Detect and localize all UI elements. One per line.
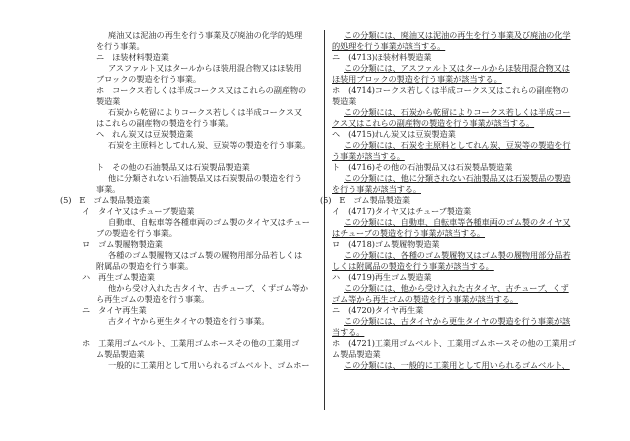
text-line: ら再生ゴムの製造を行う事業。 [96,294,210,304]
item-heading: ロ ゴム製履物製造業 [82,239,163,249]
text-line: この分類には、石炭から乾留によりコークス若しくは半成コー [344,107,571,117]
text-line: はこれらの副産物の製造を行う事業。 [96,118,234,128]
text-line: この分類には、古タイヤから更生タイヤの製造を行う事業が該 [344,316,571,326]
item-heading: ニ (4713)ほ装材料製造業 [332,52,432,62]
item-heading: ニ (4720)タイヤ再生業 [332,305,424,315]
text-line: この分類には、アスファルト又はタールからほ装用混合物又は [344,63,570,73]
item-heading: ニ ほ装材料製造業 [96,52,169,62]
text-line: この分類には、廃油又は泥油の再生を行う事業及び廃油の化学 [344,30,571,40]
text-line: を行う事業。 [96,41,145,51]
item-heading: 製造業 [332,96,357,106]
item-heading: ム製品製造業 [96,349,145,359]
item-heading: ハ 再生ゴム製造業 [82,272,155,282]
text-line: 他から受け入れた古タイヤ、古チューブ、くずゴム等か [108,283,308,293]
text-line: 廃油又は泥油の再生を行う事業及び廃油の化学的処理 [108,30,303,40]
text-line: 自動車、自転車等各種車両のゴム製のタイヤ又はチュー [108,217,310,227]
item-heading: 製造業 [96,96,121,106]
text-line: ブの製造を行う事業。 [96,228,177,238]
item-heading: ヘ (4715)れん炭又は豆炭製造業 [332,129,456,139]
text-line: しくは附属品の製造を行う事業が該当する。 [332,261,494,271]
text-line: ブロックの製造を行う事業。 [96,74,201,84]
text-line: 的処理を行う事業が該当する。 [332,41,446,51]
text-line: クス又はこれらの副産物の製造を行う事業が該当する。 [332,118,535,128]
text-line: 石炭を主原料としてれん炭、豆炭等の製造を行う事業。 [108,140,311,150]
text-line: を行う事業が該当する。 [332,184,421,194]
item-heading: ム製品製造業 [332,349,381,359]
item-heading: ヘ れん炭又は豆炭製造業 [96,129,194,139]
item-heading: ホ コークス若しくは半成コークス又はこれらの副産物の [96,85,307,95]
text-line: ゴム等から再生ゴムの製造を行う事業が該当する。 [332,294,519,304]
text-line: この分類には、一般的に工業用として用いられるゴムベルト、 [344,360,570,370]
text-line: アスファルト又はタールからほ装用混合物又はほ装用 [108,63,302,73]
item-heading: イ タイヤ又はチューブ製造業 [82,206,195,216]
text-line: この分類には、他に分類されない石油製品又は石炭製品の製造 [344,173,571,183]
item-heading: ホ (4714)コークス若しくは半成コークス又はこれらの副産物の [332,85,569,95]
text-line: 各種のゴム製履物又はゴム製の履物用部分品若しくは [108,250,303,260]
text-line: この分類には、他から受け入れた古タイヤ、古チューブ、くず [344,283,569,293]
text-line: 当する。 [332,327,365,337]
text-line: 事業。 [96,184,121,194]
item-heading: ホ 工業用ゴムベルト、工業用ゴムホースその他の工業用ゴ [82,338,300,348]
text-line: 古タイヤから更生タイヤの製造を行う事業。 [108,316,270,326]
section-heading: (5) E ゴム製品製造業 [320,195,410,205]
item-heading: イ (4717)タイヤ又はチューブ製造業 [332,206,472,216]
text-line: この分類には、各種のゴム製履物又はゴム製の履物用部分品若 [344,250,571,260]
item-heading: ト (4716)その他の石油製品又は石炭製品製造業 [332,162,513,172]
text-line: 他に分類されない石油製品又は石炭製品の製造を行う [108,173,303,183]
item-heading: ト その他の石油製品又は石炭製品製造業 [96,162,250,172]
text-line: う事業が該当する。 [332,151,405,161]
item-heading: ハ (4719)再生ゴム製造業 [332,272,432,282]
text-line: 一般的に工業用として用いられるゴムベルト、ゴムホー [108,360,310,370]
text-line: 石炭から乾留によりコークス若しくは半成コークス又 [108,107,302,117]
text-line: はチューブの製造を行う事業が該当する。 [332,228,486,238]
column-divider [324,30,325,410]
text-line: ほ装用ブロックの製造を行う事業が該当する。 [332,74,502,84]
text-line: 附属品の製造を行う事業。 [96,261,194,271]
text-line: この分類には、石炭を主原料としてれん炭、豆炭等の製造を行 [344,140,571,150]
item-heading: ニ タイヤ再生業 [82,305,147,315]
section-heading: (5) E ゴム製品製造業 [60,195,150,205]
item-heading: ホ (4721)工業用ゴムベルト、工業用ゴムホースその他の工業用ゴ [332,338,576,348]
text-line: この分類には、自動車、自転車等各種車両のゴム製のタイヤ又 [344,217,571,227]
item-heading: ロ (4718)ゴム製履物製造業 [332,239,440,249]
